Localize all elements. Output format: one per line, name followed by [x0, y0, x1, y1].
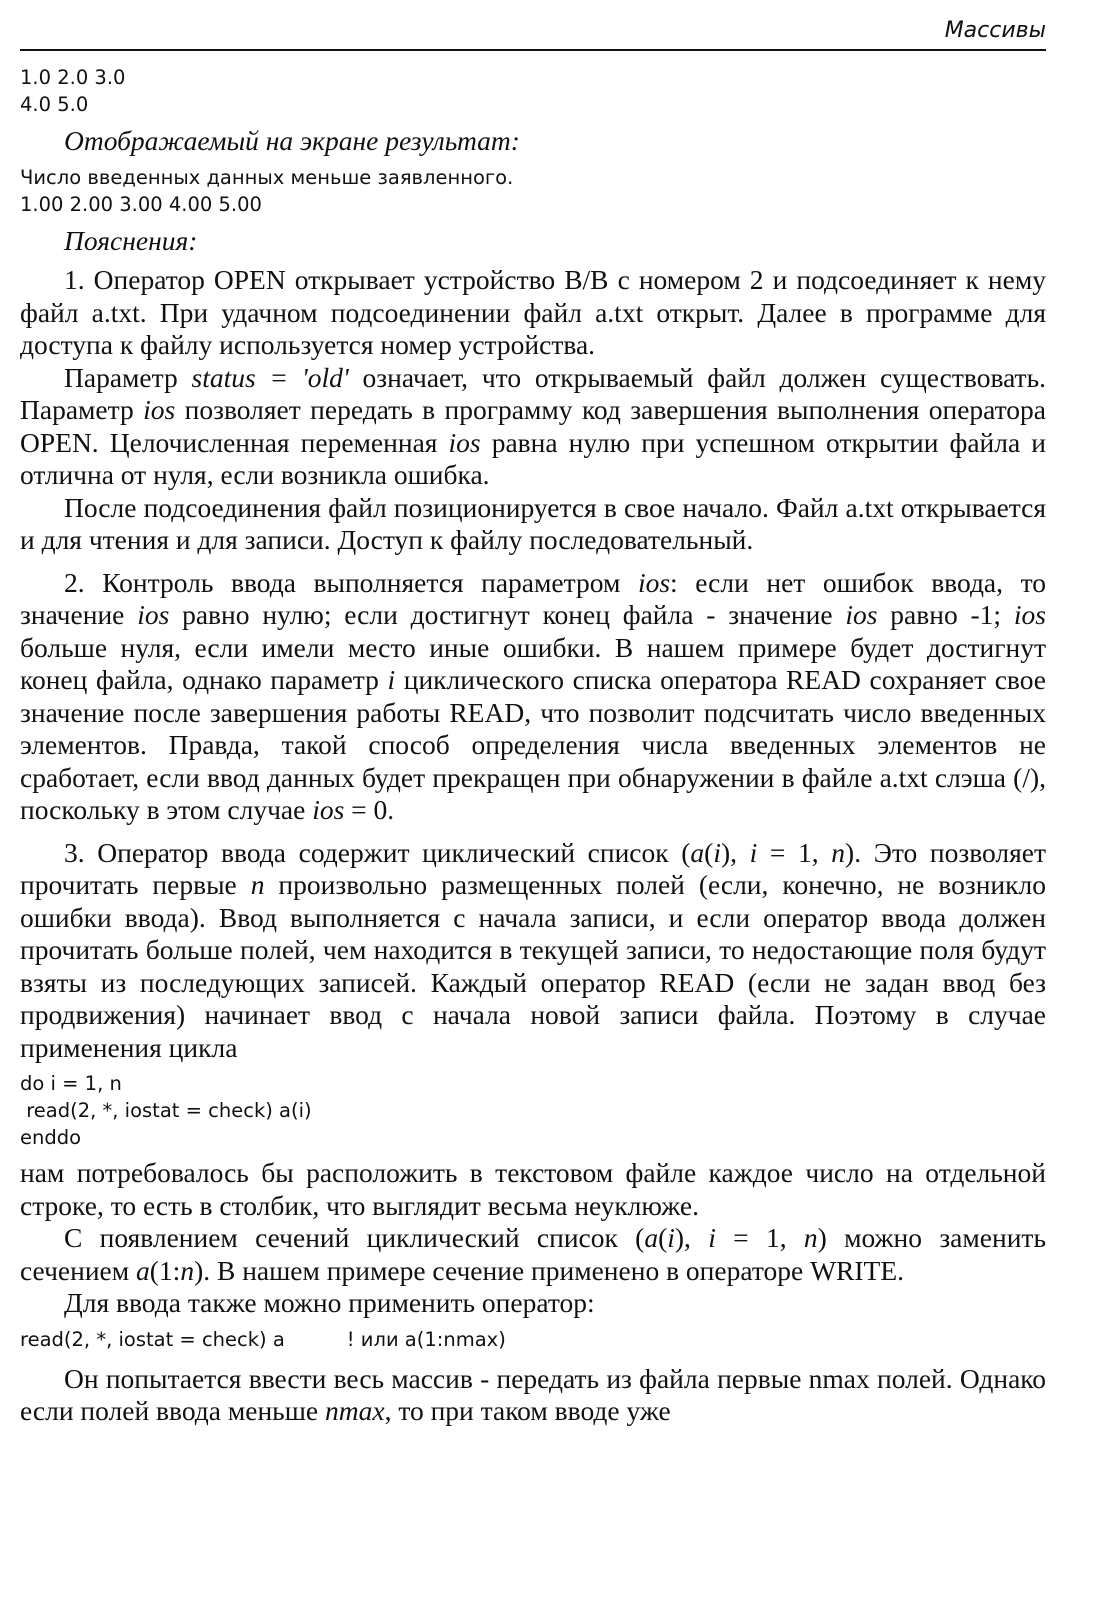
code-read-line: read(2, *, iostat = check) a ! или a(1:nmax) — [20, 1327, 506, 1351]
input-data-line: 4.0 5.0 — [20, 93, 89, 116]
note-paragraph-5: 3. Оператор ввода содержит циклический список (a(i), i = 1, n). Это позволяет прочитать первые n произвольно размещенных полей (если, конечно, не возникло ошибки ввода). Ввод выполняется с начала записи, и если оператор ввода должен прочитать больше полей, чем находится в текущей записи, то недостающие поля будут взяты из последующих записей. Каждый оператор READ (если не задан ввод без продвижения) начинает ввод с начала новой записи файла. Поэтому в случае применения цикла — [20, 836, 1046, 1063]
screen-output-line: 1.00 2.00 3.00 4.00 5.00 — [20, 193, 262, 216]
input-data-listing — [20, 64, 1046, 118]
note-paragraph-8: Для ввода также можно применить оператор: — [64, 1287, 595, 1318]
note-paragraph-4: 2. Контроль ввода выполняется параметром ios: если нет ошибок ввода, то значение ios равно нулю; если достигнут конец файла - значение ios равно -1; ios больше нуля, если имели место иные ошибки. В нашем примере будет достигнут конец файла, однако параметр i циклического списка оператора READ сохраняет свое значение после завершения работы READ, что позволит подсчитать число введенных элементов. Правда, такой способ определения числа введенных элементов не сработает, если ввод данных будет прекращен при обнаружении в файле a.txt слэша (/), поскольку в этом случае ios = 0. — [20, 566, 1046, 825]
output-heading: Отображаемый на экране результат: — [64, 125, 520, 156]
screen-output-listing — [20, 164, 1046, 218]
note-paragraph-1: 1. Оператор OPEN открывает устройство В/В с номером 2 и подсоединяет к нему файл a.txt. При удачном подсоединении файл a.txt открыт. Далее в программе для доступа к файлу используется номер устройства. — [20, 264, 1046, 360]
code-loop-listing — [20, 1070, 1046, 1151]
header-rule — [20, 49, 1046, 51]
running-title: Массивы — [944, 18, 1046, 43]
note-paragraph-2: Параметр status = 'old' означает, что открываемый файл должен существовать. Параметр ios позволяет передать в программу код завершения выполнения оператора OPEN. Целочисленная переменная ios равна нулю при успешном открытии файла и отлична от нуля, если возникла ошибка. — [20, 361, 1047, 490]
screen-output-line: Число введенных данных меньше заявленного. — [20, 166, 514, 189]
note-paragraph-7: С появлением сечений циклический список (a(i), i = 1, n) можно заменить сечением a(1:n). В нашем примере сечение применено в операторе WRITE. — [20, 1222, 1046, 1286]
code-line: enddo — [20, 1126, 82, 1149]
code-line: read(2, *, iostat = check) a(i) — [20, 1099, 312, 1122]
note-paragraph-3: После подсоединения файл позиционируется в свое начало. Файл a.txt открывается и для чтения и для записи. Доступ к файлу последовательный. — [20, 491, 1046, 555]
notes-heading: Пояснения: — [64, 225, 198, 256]
code-line: do i = 1, n — [20, 1072, 122, 1095]
page-body — [20, 64, 1046, 1428]
input-data-line: 1.0 2.0 3.0 — [20, 66, 126, 89]
note-paragraph-9: Он попытается ввести весь массив - передать из файла первые nmax полей. Однако если полей ввода меньше nmax, то при таком вводе уже — [20, 1362, 1046, 1426]
note-paragraph-6: нам потребовалось бы расположить в текстовом файле каждое число на отдельной строке, то есть в столбик, что выглядит весьма неуклюже. — [20, 1157, 1046, 1221]
